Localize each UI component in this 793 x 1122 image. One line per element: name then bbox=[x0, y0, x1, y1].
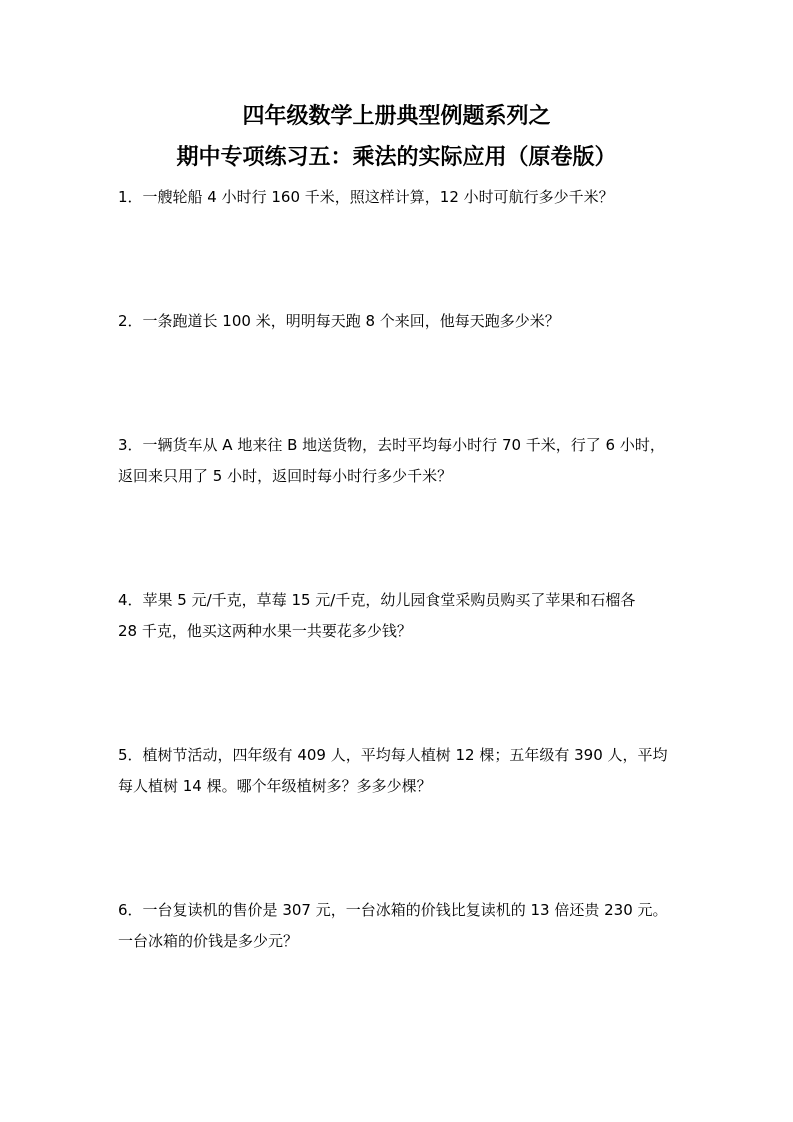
question-1 bbox=[118, 182, 688, 213]
question-6 bbox=[118, 895, 688, 957]
question-line: 2．一条跑道长 100 米，明明每天跑 8 个来回，他每天跑多少米？ bbox=[118, 312, 560, 330]
question-line: 28 千克，他买这两种水果一共要花多少钱？ bbox=[118, 622, 412, 640]
document-title: 四年级数学上册典型例题系列之 bbox=[242, 104, 551, 129]
question-line: 返回来只用了 5 小时，返回时每小时行多少千米？ bbox=[118, 467, 453, 485]
question-4 bbox=[118, 585, 688, 647]
question-line: 每人植树 14 棵。哪个年级植树多？多多少棵？ bbox=[118, 777, 432, 795]
question-2 bbox=[118, 306, 688, 337]
question-line: 1．一艘轮船 4 小时行 160 千米，照这样计算，12 小时可航行多少千米？ bbox=[118, 188, 614, 206]
question-line: 3．一辆货车从 A 地来往 B 地送货物，去时平均每小时行 70 千米，行了 6 小时， bbox=[118, 436, 665, 454]
question-line: 6．一台复读机的售价是 307 元，一台冰箱的价钱比复读机的 13 倍还贵 230 元。 bbox=[118, 901, 668, 919]
question-line: 一台冰箱的价钱是多少元？ bbox=[118, 932, 299, 950]
question-line: 5．植树节活动，四年级有 409 人，平均每人植树 12 棵；五年级有 390 人，平均 bbox=[118, 746, 668, 764]
document-subtitle: 期中专项练习五：乘法的实际应用（原卷版） bbox=[176, 145, 617, 170]
question-5 bbox=[118, 740, 688, 802]
question-3 bbox=[118, 430, 688, 492]
question-line: 4．苹果 5 元/千克，草莓 15 元/千克，幼儿园食堂采购员购买了苹果和石榴各 bbox=[118, 591, 636, 609]
